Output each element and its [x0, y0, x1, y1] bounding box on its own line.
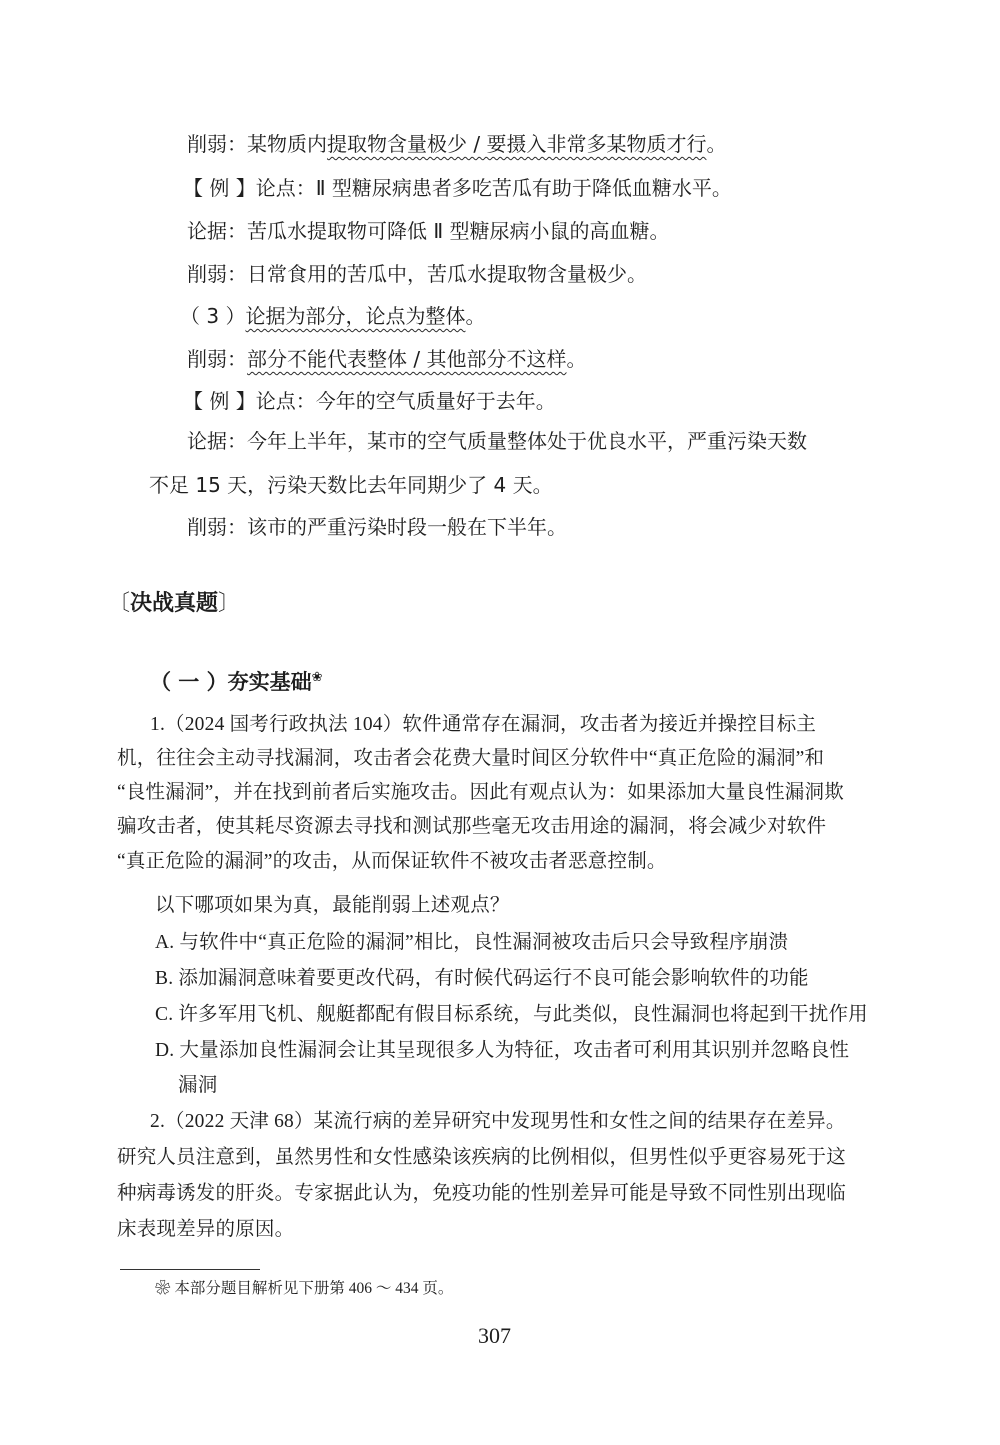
q1-option-c: C. 许多军用飞机、舰艇都配有假目标系统，与此类似，良性漏洞也将起到干扰作用: [155, 1004, 868, 1025]
example-1-weaken: 削弱：日常食用的苦瓜中，苦瓜水提取物含量极少。: [187, 262, 647, 286]
q1-option-d-line-2: 漏洞: [178, 1075, 218, 1096]
example-1-evidence: 论据：苦瓜水提取物可降低 Ⅱ 型糖尿病小鼠的高血糖。: [187, 219, 670, 243]
footnote-flower-icon: ❀: [311, 670, 323, 685]
q2-stem-line-1: 2.（2022 天津 68）某流行病的差异研究中发现男性和女性之间的结果存在差异。: [150, 1111, 846, 1132]
q1-stem-line-5: “真正危险的漏洞”的攻击，从而保证软件不被攻击者恶意控制。: [117, 851, 667, 872]
q1-option-d-line-1: D. 大量添加良性漏洞会让其呈现很多人为特征，攻击者可利用其识别并忽略良性: [155, 1040, 850, 1061]
weaken-line-1: [187, 128, 726, 157]
type-3-end: 。: [465, 304, 486, 328]
footnote-text: 本部分题目解析见下册第 406 ～ 434 页。: [174, 1280, 454, 1297]
type-3-weaken: [187, 343, 586, 372]
weaken-line-1-prefix: 削弱：某物质内: [187, 132, 327, 156]
q2-stem-line-2: 研究人员注意到，虽然男性和女性感染该疾病的比例相似，但男性似乎更容易死于这: [117, 1147, 846, 1168]
footnote: [155, 1276, 453, 1298]
heading-bracket-open: 〔: [108, 591, 131, 616]
q1-option-a: A. 与软件中“真正危险的漏洞”相比，良性漏洞被攻击后只会导致程序崩溃: [155, 932, 789, 953]
example-2-weaken: 削弱：该市的严重污染时段一般在下半年。: [187, 515, 567, 539]
weaken-line-1-end: 。: [706, 132, 727, 156]
subsection-title: （ 一 ）夯实基础: [150, 670, 312, 694]
q1-stem-line-2: 机，往往会主动寻找漏洞，攻击者会花费大量时间区分软件中“真正危险的漏洞”和: [117, 748, 825, 769]
q2-stem-line-3: 种病毒诱发的肝炎。专家据此认为，免疫功能的性别差异可能是导致不同性别出现临: [117, 1183, 846, 1204]
q1-option-b: B. 添加漏洞意味着要更改代码，有时候代码运行不良可能会影响软件的功能: [155, 968, 809, 989]
q2-stem-line-4: 床表现差异的原因。: [117, 1219, 295, 1240]
footnote-flower-mark-icon: ❀: [155, 1280, 171, 1297]
type-3-heading: [180, 300, 485, 329]
example-1-claim: 【 例 】论点：Ⅱ 型糖尿病患者多吃苦瓜有助于降低血糖水平。: [183, 176, 732, 200]
q1-stem-line-1: 1.（2024 国考行政执法 104）软件通常存在漏洞，攻击者为接近并操控目标主: [150, 714, 817, 735]
q1-stem-line-4: 骗攻击者，使其耗尽资源去寻找和测试那些毫无攻击用途的漏洞，将会减少对软件: [117, 816, 827, 837]
subsection-heading: [150, 666, 323, 696]
type-3-emphasis: 论据为部分，论点为整体: [245, 304, 466, 328]
q1-prompt: 以下哪项如果为真，最能削弱上述观点？: [155, 895, 510, 916]
weaken-line-1-emphasis: 提取物含量极少 / 要摄入非常多某物质才行: [327, 132, 707, 156]
heading-title: 决战真题: [130, 591, 219, 616]
example-2-evidence-line-2: 不足 15 天，污染天数比去年同期少了 4 天。: [149, 473, 553, 497]
q1-stem-line-3: “良性漏洞”，并在找到前者后实施攻击。因此有观点认为：如果添加大量良性漏洞欺: [117, 782, 844, 803]
example-2-claim: 【 例 】论点：今年的空气质量好于去年。: [183, 389, 556, 413]
type-3-weaken-emphasis: 部分不能代表整体 / 其他部分不这样: [247, 347, 567, 371]
heading-bracket-close: 〕: [218, 591, 241, 616]
type-3-weaken-prefix: 削弱：: [187, 347, 247, 371]
example-2-evidence-line-1: 论据：今年上半年，某市的空气质量整体处于优良水平，严重污染天数: [187, 429, 807, 453]
section-heading: [108, 586, 240, 617]
type-3-number: （ 3 ）: [180, 304, 246, 328]
type-3-weaken-end: 。: [566, 347, 587, 371]
page-number: 307: [478, 1323, 511, 1348]
footnote-divider: [120, 1269, 260, 1270]
